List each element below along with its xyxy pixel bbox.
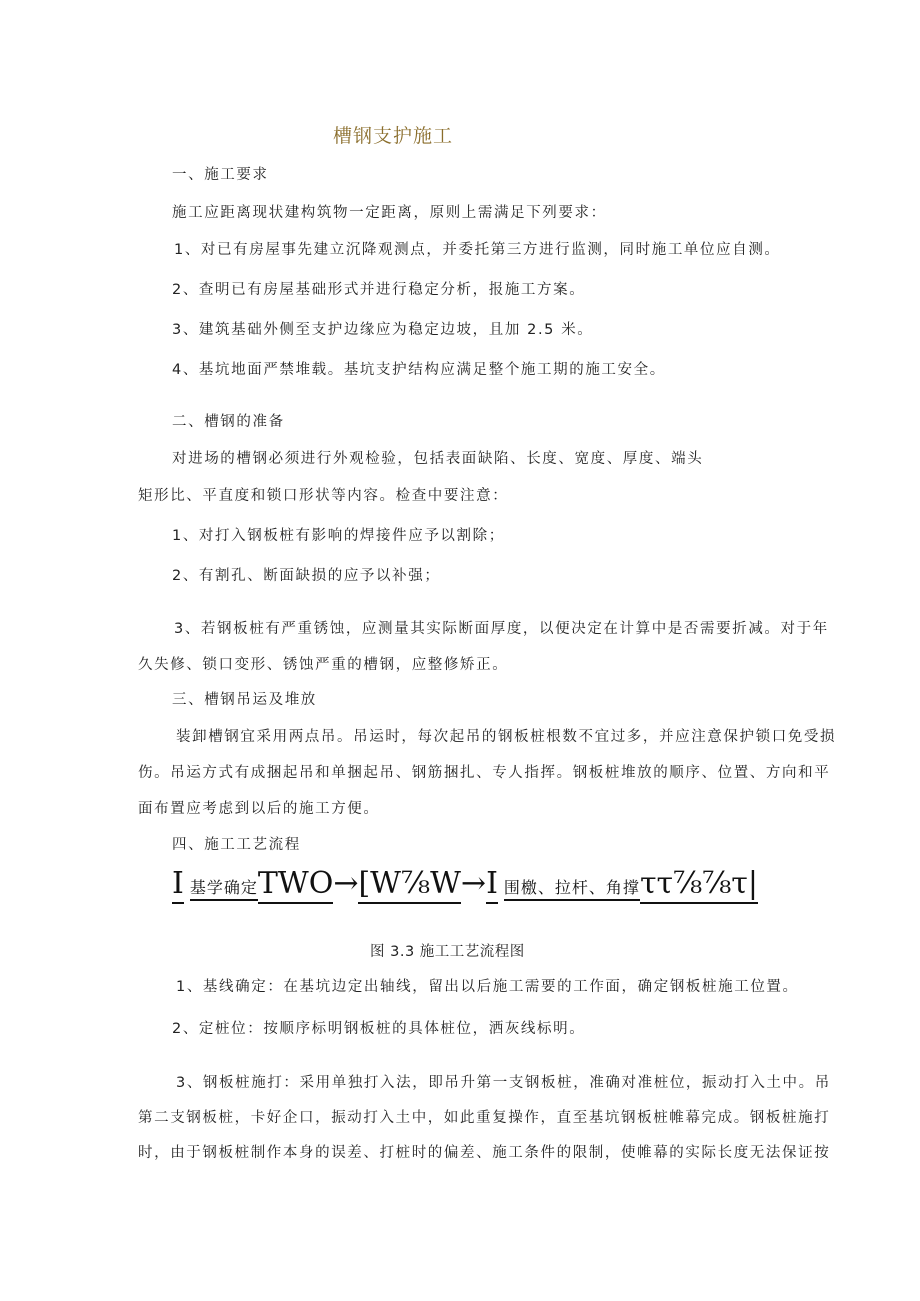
paragraph: 矩形比、平直度和锁口形状等内容。检查中要注意： <box>138 488 509 504</box>
flow-arrow: → <box>333 866 359 901</box>
flow-part: 围檄、拉杆、角撑 <box>504 875 640 901</box>
list-item: 1、对已有房屋事先建立沉降观测点，并委托第三方进行监测，同时施工单位应自测。 <box>174 242 781 258</box>
flow-part: ττ⅞⅞τ| <box>640 866 758 904</box>
flow-arrow: → <box>460 866 487 901</box>
paragraph: 对进场的槽钢必须进行外观检验，包括表面缺陷、长度、宽度、厚度、端头 <box>172 451 704 467</box>
page-title: 槽钢支护施工 <box>333 125 454 147</box>
list-item: 2、有割孔、断面缺损的应予以补强； <box>172 568 441 584</box>
paragraph: 伤。吊运方式有成捆起吊和单捆起吊、钢筋捆扎、专人指挥。钢板桩堆放的顺序、位置、方向和平 <box>138 765 831 781</box>
list-item: 3、建筑基础外侧至支护边缘应为稳定边坡，且加 2.5 米。 <box>172 322 594 338</box>
list-item: 4、基坑地面严禁堆载。基坑支护结构应满足整个施工期的施工安全。 <box>172 362 666 378</box>
flow-part: TWO <box>258 866 333 904</box>
list-item: 时，由于钢板桩制作本身的误差、打桩时的偏差、施工条件的限制，使帷幕的实际长度无法保证按 <box>138 1145 831 1161</box>
flow-part: 基学确定 <box>190 875 258 901</box>
flow-part: [W⅞W <box>358 866 460 904</box>
figure-caption: 图 3.3 施工工艺流程图 <box>370 944 525 960</box>
paragraph: 装卸槽钢宜采用两点吊。吊运时，每次起吊的钢板桩根数不宜过多，并应注意保护锁口免受损 <box>176 729 837 745</box>
process-flow-diagram <box>172 866 758 906</box>
paragraph: 施工应距离现状建构筑物一定距离，原则上需满足下列要求： <box>172 205 607 221</box>
list-item: 3、若钢板桩有严重锈蚀，应测量其实际断面厚度，以便决定在计算中是否需要折减。对于年 <box>174 621 829 637</box>
list-item: 2、定桩位：按顺序标明钢板桩的具体桩位，洒灰线标明。 <box>172 1021 586 1037</box>
section-heading-2: 二、槽钢的准备 <box>172 414 285 430</box>
list-item: 第二支钢板桩，卡好企口，振动打入土中，如此重复操作，直至基坑钢板桩帷幕完成。钢板桩施打 <box>138 1110 831 1126</box>
list-item: 3、钢板桩施打：采用单独打入法，即吊升第一支钢板桩，准确对准桩位，振动打入土中。吊 <box>176 1075 831 1091</box>
list-item: 1、对打入钢板桩有影响的焊接件应予以割除； <box>172 528 505 544</box>
flow-part: I <box>172 866 184 904</box>
paragraph: 面布置应考虑到以后的施工方便。 <box>138 801 380 817</box>
section-heading-3: 三、槽钢吊运及堆放 <box>172 692 317 708</box>
list-item: 久失修、锁口变形、锈蚀严重的槽钢，应整修矫正。 <box>138 657 509 673</box>
list-item: 2、查明已有房屋基础形式并进行稳定分析，报施工方案。 <box>172 282 586 298</box>
section-heading-1: 一、施工要求 <box>172 167 269 183</box>
section-heading-4: 四、施工工艺流程 <box>172 837 301 853</box>
flow-part: I <box>486 866 498 904</box>
list-item: 1、基线确定：在基坑边定出轴线，留出以后施工需要的工作面，确定钢板桩施工位置。 <box>176 979 799 995</box>
